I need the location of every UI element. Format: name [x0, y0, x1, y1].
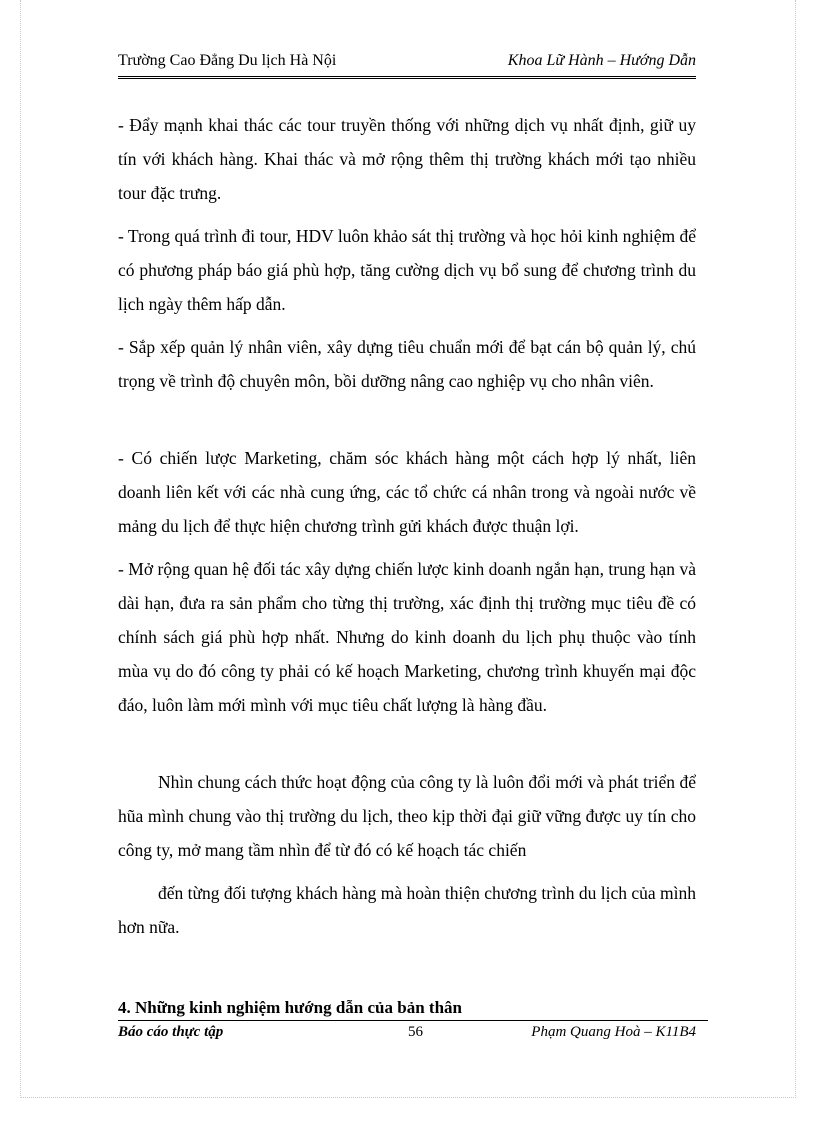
- header-department: Khoa Lữ Hành – Hướng Dẫn: [507, 52, 696, 69]
- paragraph: đến từng đối tượng khách hàng mà hoàn thiện chương trình du lịch của mình hơn nữa.: [118, 883, 696, 937]
- footer-report-label: Báo cáo thực tập: [118, 1024, 224, 1040]
- paragraph: - Đẩy mạnh khai thác các tour truyền thống với những dịch vụ nhất định, giữ uy tín với khách hàng. Khai thác và mở rộng thêm thị trường khách mới tạo nhiều tour đặc trưng.: [118, 115, 696, 203]
- paragraph: - Sắp xếp quản lý nhân viên, xây dựng tiêu chuẩn mới để bạt cán bộ quản lý, chú trọng về trình độ chuyên môn, bồi dưỡng nâng cao nghiệp vụ cho nhân viên.: [118, 337, 696, 391]
- footer-page-number: 56: [408, 1024, 423, 1040]
- paragraph: Nhìn chung cách thức hoạt động của công ty là luôn đổi mới và phát triển để hũa mình chung vào thị trường du lịch, theo kịp thời đại giữ vững được uy tín cho công ty, mở mang tầm nhìn để từ đó có kế hoạch tác chiến: [118, 772, 696, 860]
- paragraph: - Mở rộng quan hệ đối tác xây dựng chiến lược kinh doanh ngắn hạn, trung hạn và dài hạn, đưa ra sản phẩm cho từng thị trường, xác định thị trường mục tiêu đề có chính sách giá phù hợp nhất. Nhưng do kinh doanh du lịch phụ thuộc vào tính mùa vụ do đó công ty phải có kế hoạch Marketing, chương trình khuyến mại độc đáo, luôn làm mới mình với mục tiêu chất lượng là hàng đầu.: [118, 559, 696, 715]
- page-header: [118, 50, 696, 79]
- paragraph: - Có chiến lược Marketing, chăm sóc khách hàng một cách hợp lý nhất, liên doanh liên kết với các nhà cung ứng, các tổ chức cá nhân trong và ngoài nước về mảng du lịch để thực hiện chương trình gửi khách được thuận lợi.: [118, 448, 696, 536]
- paragraph: - Trong quá trình đi tour, HDV luôn khảo sát thị trường và học hỏi kinh nghiệm để có phương pháp báo giá phù hợp, tăng cường dịch vụ bổ sung để chương trình du lịch ngày thêm hấp dẫn.: [118, 226, 696, 314]
- header-school-name: Trường Cao Đẳng Du lịch Hà Nội: [118, 52, 337, 69]
- section-heading: 4. Những kinh nghiệm hướng dẫn của bản thân: [118, 998, 462, 1017]
- page-footer: [118, 1020, 708, 1047]
- footer-author: Phạm Quang Hoà – K11B4: [531, 1024, 696, 1040]
